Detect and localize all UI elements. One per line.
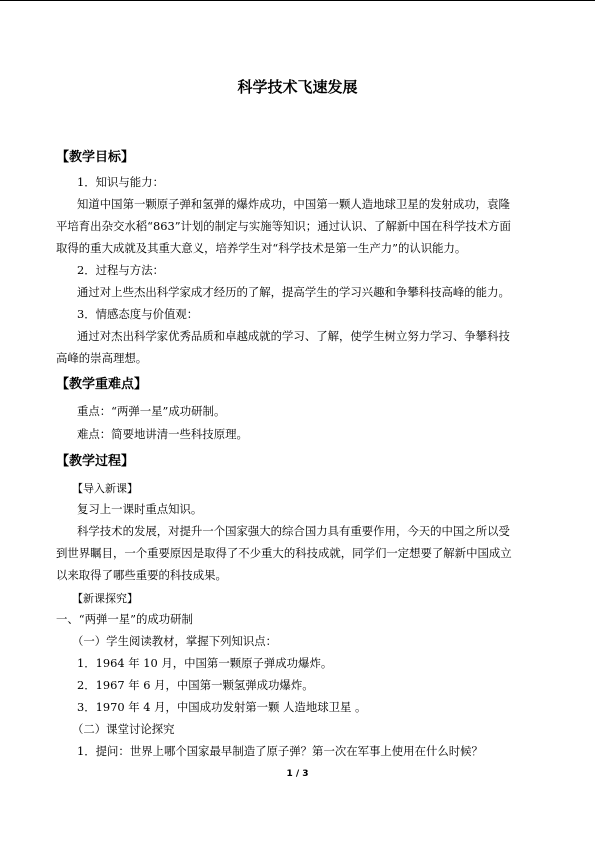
heading-teaching-process: 【教学过程】	[56, 454, 135, 469]
process-line: 1．提问：世界上哪个国家最早制造了原子弹？第一次在军事上使用在什么时候？	[77, 744, 483, 758]
goal-line: 高峰的崇高理想。	[56, 351, 148, 365]
process-line: （一）学生阅读教材，掌握下列知识点：	[72, 634, 278, 648]
heading-key-points: 【教学重难点】	[56, 377, 148, 392]
process-line: 以来取得了哪些重要的科技成果。	[56, 568, 227, 582]
page-number: 1 / 3	[286, 769, 309, 779]
heading-teaching-goals: 【教学目标】	[56, 150, 135, 165]
subsection-tag-new-lesson: 【新课探究】	[72, 592, 138, 605]
process-line: 复习上一课时重点知识。	[77, 502, 203, 516]
goal-line: 1．知识与能力：	[77, 175, 164, 189]
goal-line: 平培育出杂交水稻“863”计划的制定与实施等知识；通过认识、了解新中国在科学技术方面	[56, 219, 511, 233]
process-line: 到世界瞩目，一个重要原因是取得了不少重大的科技成就，同学们一定想要了解新中国成立	[56, 546, 512, 560]
subsection-tag-intro: 【导入新课】	[72, 482, 138, 495]
process-line: （二）课堂讨论探究	[72, 722, 175, 736]
key-point-line: 难点：简要地讲清一些科技原理。	[77, 427, 248, 441]
goal-line: 2．过程与方法：	[77, 263, 164, 277]
process-line: 2．1967 年 6 月，中国第一颗氢弹成功爆炸。	[77, 678, 314, 692]
process-line: 3．1970 年 4 月，中国成功发射第一颗 人造地球卫星 。	[77, 700, 367, 714]
goal-line: 取得的重大成就及其重大意义，培养学生对“科学技术是第一生产力”的认识能力。	[56, 241, 467, 255]
goal-line: 3．情感态度与价值观：	[77, 307, 199, 321]
process-line: 科学技术的发展，对提升一个国家强大的综合国力具有重要作用，今天的中国之所以受	[77, 524, 510, 538]
key-point-line: 重点：“两弹一星”成功研制。	[77, 404, 226, 418]
goal-line: 知道中国第一颗原子弹和氢弹的爆炸成功，中国第一颗人造地球卫星的发射成功，袁隆	[77, 197, 510, 211]
goal-line: 通过对上些杰出科学家成才经历的了解，提高学生的学习兴趣和争攀科技高峰的能力。	[77, 285, 510, 299]
document-title: 科学技术飞速发展	[237, 78, 358, 96]
process-line: 1．1964 年 10 月，中国第一颗原子弹成功爆炸。	[77, 656, 333, 670]
process-line: 一、“两弹一星”的成功研制	[56, 612, 193, 626]
goal-line: 通过对杰出科学家优秀品质和卓越成就的学习、了解，使学生树立努力学习、争攀科技	[77, 329, 510, 343]
page-top-rule	[0, 0, 595, 1]
